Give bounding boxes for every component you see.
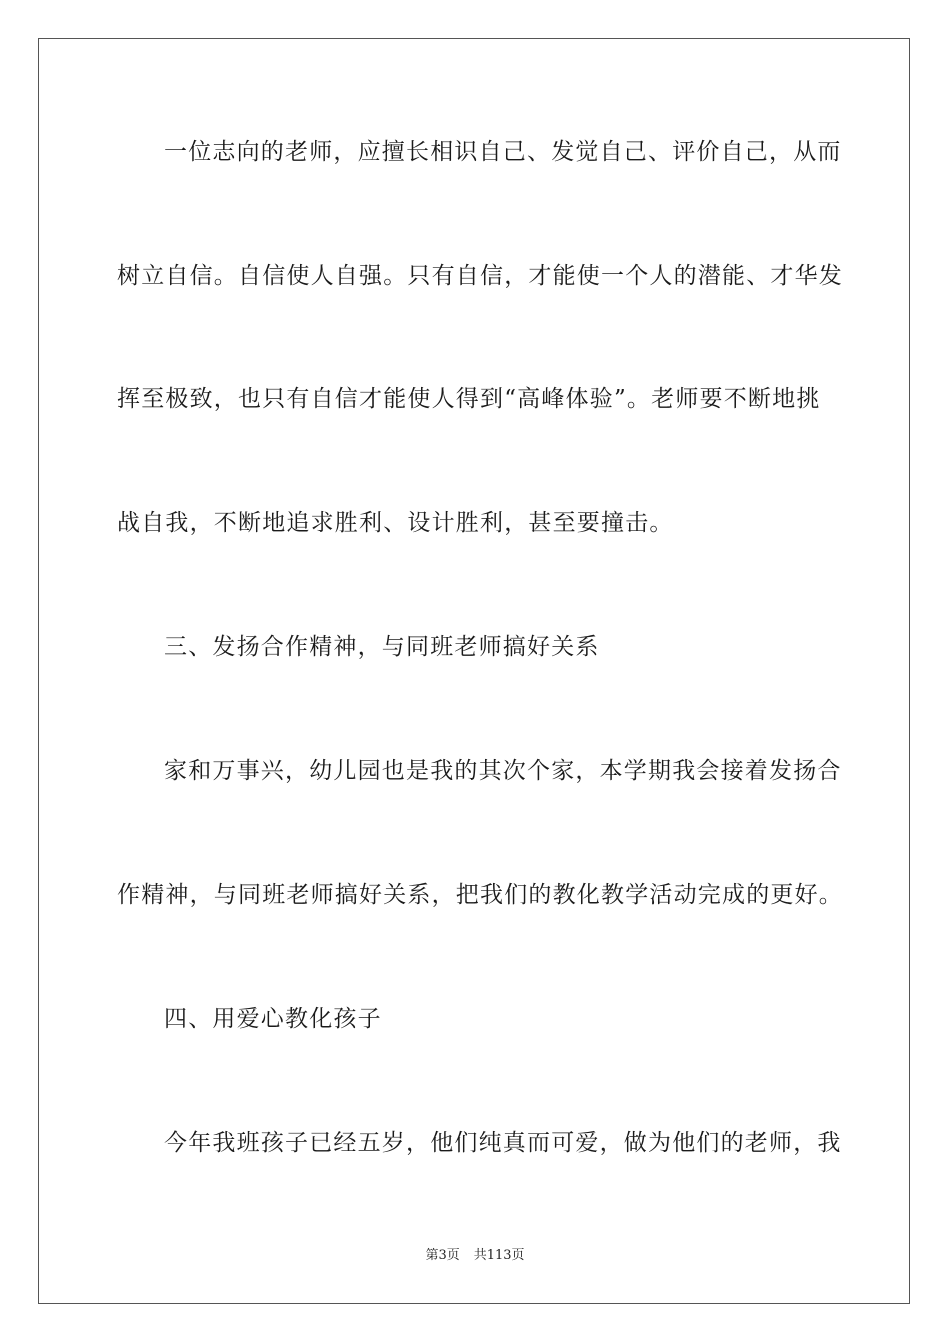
paragraph-line: 战自我，不断地追求胜利、设计胜利，甚至要撞击。 bbox=[117, 510, 674, 536]
paragraph-line: 一位志向的老师，应擅长相识自己、发觉自己、评价自己，从而 bbox=[164, 139, 842, 165]
paragraph-line: 今年我班孩子已经五岁，他们纯真而可爱，做为他们的老师，我 bbox=[164, 1130, 842, 1156]
paragraph-line: 作精神，与同班老师搞好关系，把我们的教化教学活动完成的更好。 bbox=[117, 882, 843, 908]
page-footer bbox=[0, 1247, 950, 1265]
section-heading-4: 四、用爱心教化孩子 bbox=[164, 1006, 382, 1032]
paragraph-line: 树立自信。自信使人自强。只有自信，才能使一个人的潜能、才华发 bbox=[117, 263, 843, 289]
total-pages: 共113页 bbox=[473, 1248, 525, 1263]
paragraph-line: 挥至极致，也只有自信才能使人得到“高峰体验”。老师要不断地挑 bbox=[117, 386, 821, 412]
paragraph-line: 家和万事兴，幼儿园也是我的其次个家，本学期我会接着发扬合 bbox=[164, 758, 842, 784]
section-heading-3: 三、发扬合作精神，与同班老师搞好关系 bbox=[164, 634, 600, 660]
page-border bbox=[38, 38, 910, 1304]
page-number: 第3页 bbox=[425, 1248, 460, 1263]
